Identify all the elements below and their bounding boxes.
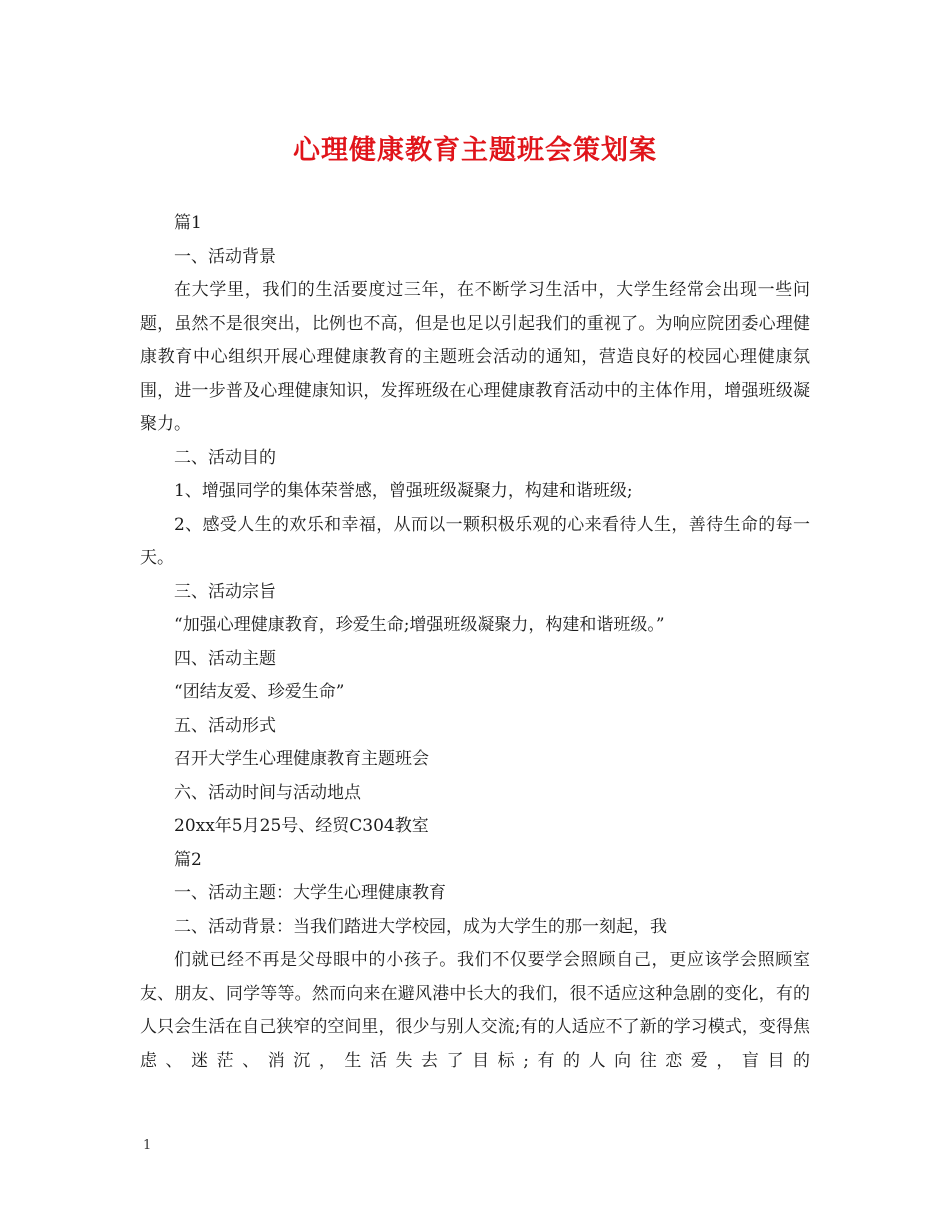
document-title: 心理健康教育主题班会策划案 bbox=[293, 135, 657, 166]
section-heading: 四、活动主题 bbox=[174, 648, 276, 669]
paragraph: 篇2 bbox=[174, 849, 202, 870]
paragraph: 二、活动背景：当我们踏进大学校园，成为大学生的那一刻起，我 bbox=[174, 916, 667, 937]
paragraph: 在大学里，我们的生活要度过三年，在不断学习生活中，大学生经常会出现一些问题，虽然不是很突出，比例也不高，但是也足以引起我们的重视了。为响应院团委心理健康教育中心组织开展心理健康教育的主题班会活动的通知，营造良好的校园心理健康氛围，进一步普及心理健康知识，发挥班级在心理健康教育活动中的主体作用，增强班级凝聚力。 bbox=[140, 280, 810, 434]
section-heading: 二、活动目的 bbox=[174, 447, 276, 468]
paragraph: 篇1 bbox=[174, 213, 202, 233]
paragraph: 1、增强同学的集体荣誉感，曾强班级凝聚力，构建和谐班级; bbox=[174, 481, 633, 501]
paragraph: “团结友爱、珍爱生命” bbox=[174, 682, 345, 702]
section-heading: 五、活动形式 bbox=[174, 715, 276, 736]
section-heading: 三、活动宗旨 bbox=[174, 581, 276, 602]
page-number: 1 bbox=[143, 1138, 152, 1153]
section-heading: 一、活动主题：大学生心理健康教育 bbox=[174, 883, 446, 903]
paragraph: 20xx年5月25号、经贸C304教室 bbox=[174, 816, 429, 836]
paragraph: 2、感受人生的欢乐和幸福，从而以一颗积极乐观的心来看待人生，善待生命的每一天。 bbox=[140, 514, 810, 568]
paragraph: 们就已经不再是父母眼中的小孩子。我们不仅要学会照顾自己，更应该学会照顾室友、朋友、同学等等。然而向来在避风港中长大的我们，很不适应这种急剧的变化，有的人只会生活在自己狭窄的空间里，很少与别人交流;有的人适应不了新的学习模式，变得焦虑、迷茫、消沉，生活失去了目标;有的人向往恋爱，盲目的 bbox=[140, 950, 810, 1071]
section-heading: 一、活动背景 bbox=[174, 246, 276, 267]
section-heading: 六、活动时间与活动地点 bbox=[174, 782, 361, 803]
paragraph: “加强心理健康教育，珍爱生命;增强班级凝聚力，构建和谐班级。” bbox=[174, 615, 665, 635]
document-body bbox=[140, 207, 810, 1078]
paragraph: 召开大学生心理健康教育主题班会 bbox=[174, 749, 429, 769]
